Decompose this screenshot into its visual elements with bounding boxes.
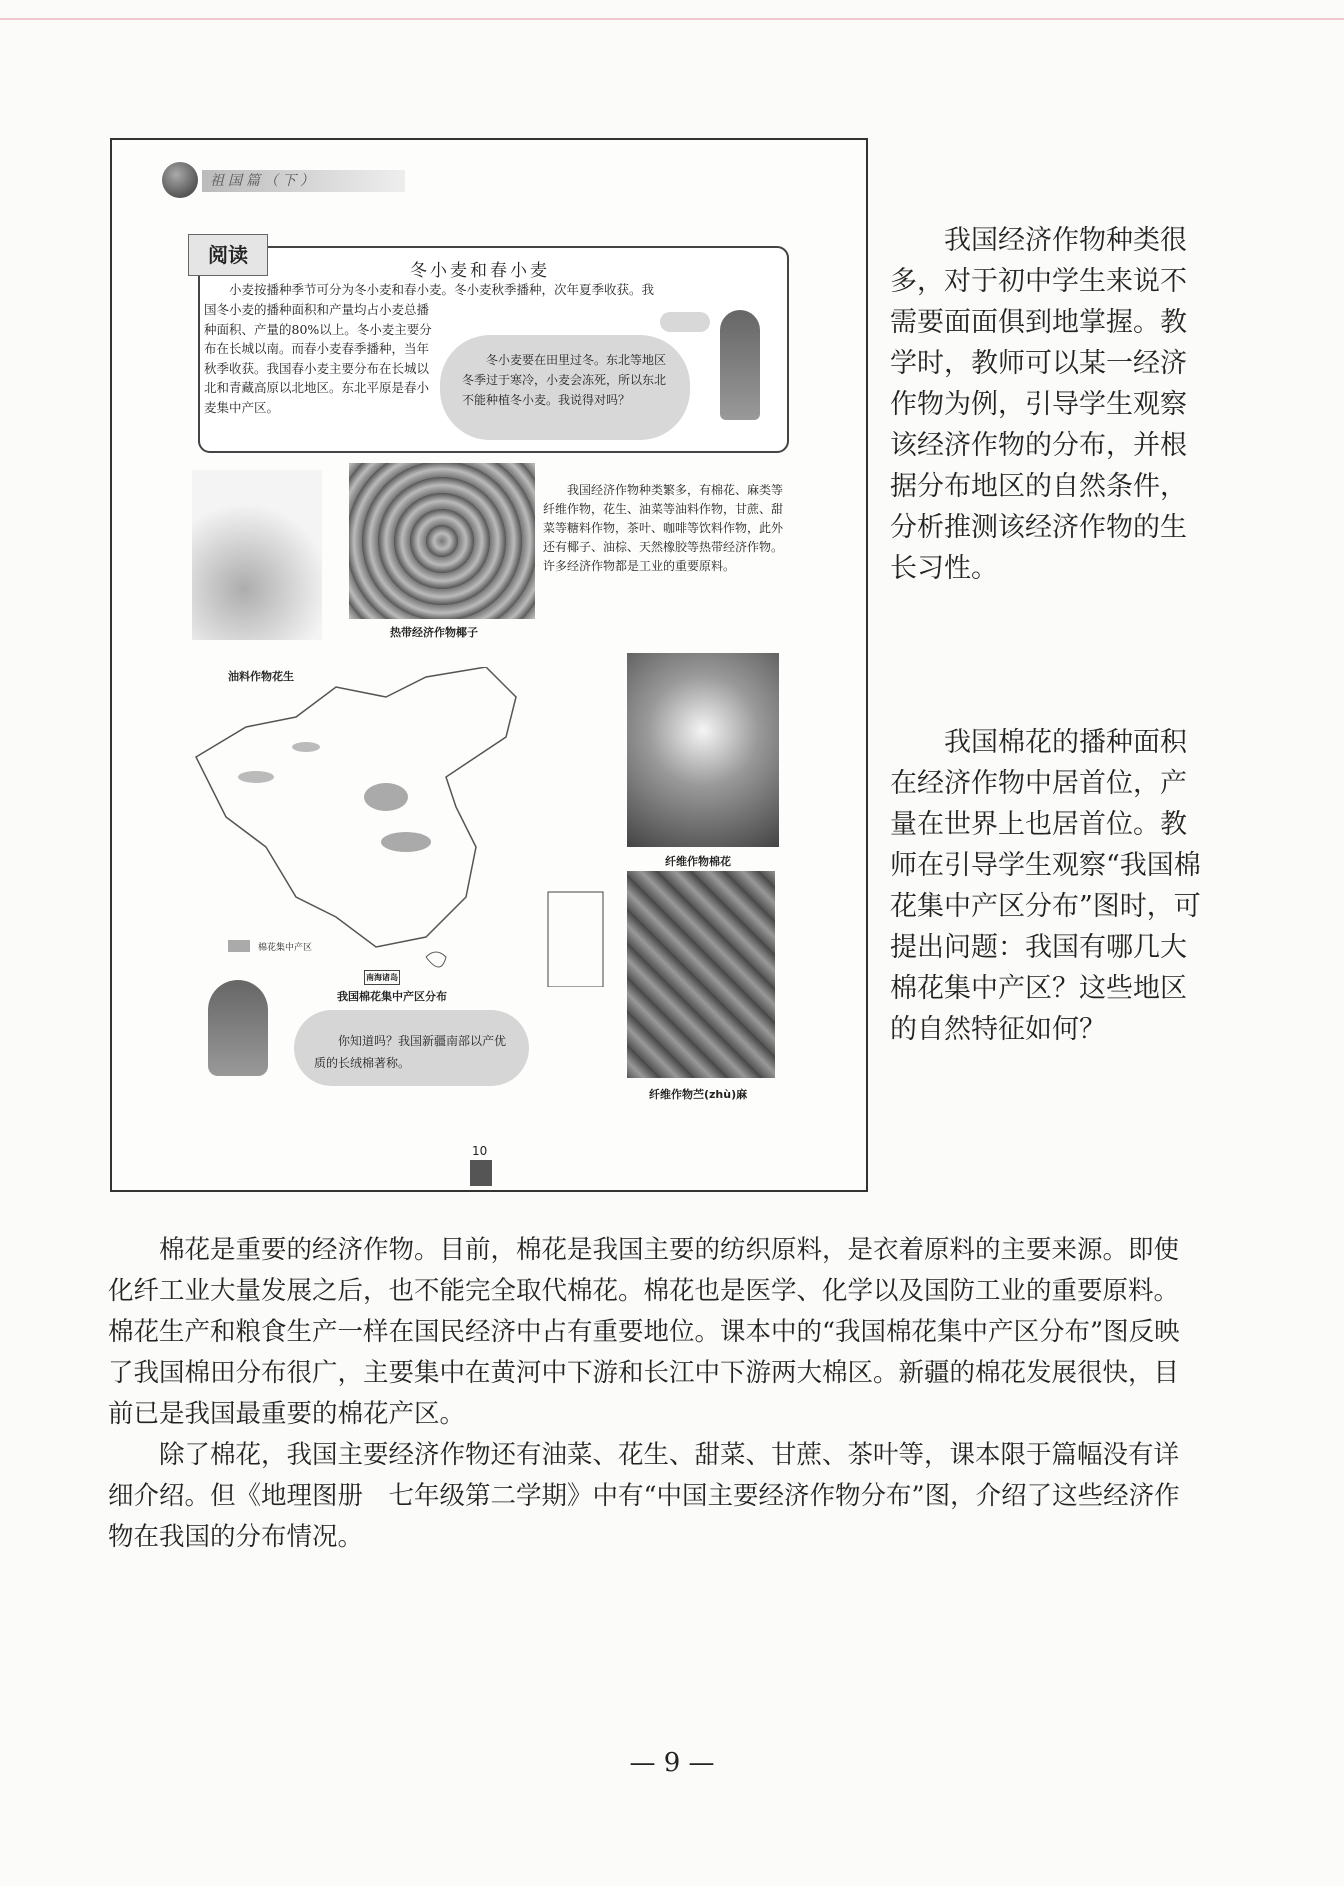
reading-body: 国冬小麦的播种面积和产量均占小麦总播种面积、产量的80%以上。冬小麦主要分布在长城以南。而春小麦春季播种，当年秋季收获。我国春小麦主要分布在长城以北和青藏高原以北地区。东北平原是春小麦集中产区。 <box>204 302 432 415</box>
reading-tag-book-icon: 阅读 <box>188 234 268 276</box>
china-cotton-map <box>186 667 616 987</box>
legend-swatch <box>228 940 250 952</box>
girl-cartoon-icon <box>208 980 268 1076</box>
side-note-1: 我国经济作物种类很多，对于初中学生来说不需要面面俱到地掌握。教学时，教师可以某一经济作物为例，引导学生观察该经济作物的分布，并根据分布地区的自然条件，分析推测该经济作物的生长习性。 <box>890 225 1187 584</box>
cotton-photo <box>627 653 779 847</box>
chapter-header <box>162 162 397 198</box>
intro-paragraph: 我国经济作物种类繁多，有棉花、麻类等纤维作物，花生、油菜等油料作物，甘蔗、甜菜等糖料作物，茶叶、咖啡等饮料作物，此外还有椰子、油棕、天然橡胶等热带经济作物。许多经济作物都是工业的重要原料。 <box>543 483 784 573</box>
ramie-caption: 纤维作物苎(zhù)麻 <box>649 1088 748 1101</box>
page-footer-number: — 9 — <box>629 1748 715 1778</box>
globe-icon <box>162 162 198 198</box>
coconut-photo <box>349 463 535 619</box>
peanut-caption: 油料作物花生 <box>228 670 294 683</box>
peanut-plant-image <box>192 470 322 640</box>
reading-line1: 小麦按播种季节可分为冬小麦和春小麦。冬小麦秋季播种，次年夏季收获。我 <box>229 282 655 297</box>
reading-title: 冬小麦和春小麦 <box>410 261 550 281</box>
page-number-tab <box>470 1160 492 1186</box>
bubble-2-text: 你知道吗？我国新疆南部以产优质的长绒棉著称。 <box>314 1034 507 1070</box>
bubble-text: 冬小麦要在田里过冬。东北等地区冬季过于寒冷，小麦会冻死，所以东北不能种植冬小麦。我说得对吗？ <box>462 353 667 407</box>
cotton-caption: 纤维作物棉花 <box>665 855 731 868</box>
thought-bubble-tail <box>660 312 710 332</box>
inner-page-number: 10 <box>472 1144 488 1158</box>
legend-label: 棉花集中产区 <box>258 943 313 953</box>
chapter-title: 祖国篇（下） <box>202 170 405 192</box>
top-rule <box>0 18 1344 20</box>
coconut-caption: 热带经济作物椰子 <box>390 626 478 639</box>
map-title: 我国棉花集中产区分布 <box>337 990 447 1003</box>
body-paragraph-1: 棉花是重要的经济作物。目前，棉花是我国主要的纺织原料，是衣着原料的主要来源。即使化纤工业大量发展之后，也不能完全取代棉花。棉花也是医学、化学以及国防工业的重要原料。棉花生产和粮食生产一样在国民经济中占有重要地位。课本中的“我国棉花集中产区分布”图反映了我国棉田分布很广，主要集中在黄河中下游和长江中下游两大棉区。新疆的棉花发展很快，目前已是我国最重要的棉花产区。 <box>108 1235 1180 1429</box>
boy-cartoon-icon <box>720 310 760 420</box>
body-paragraph-2: 除了棉花，我国主要经济作物还有油菜、花生、甜菜、甘蔗、茶叶等，课本限于篇幅没有详细介绍。但《地理图册 七年级第二学期》中有“中国主要经济作物分布”图，介绍了这些经济作物在我国的分布情况。 <box>108 1440 1180 1552</box>
side-note-2: 我国棉花的播种面积在经济作物中居首位，产量在世界上也居首位。教师在引导学生观察“我国棉花集中产区分布”图时，可提出问题：我国有哪几大棉花集中产区？这些地区的自然特征如何？ <box>890 727 1201 1045</box>
inset-label: 南海诸岛 <box>364 970 400 985</box>
ramie-photo <box>627 871 775 1078</box>
body-text <box>108 1230 1198 1558</box>
